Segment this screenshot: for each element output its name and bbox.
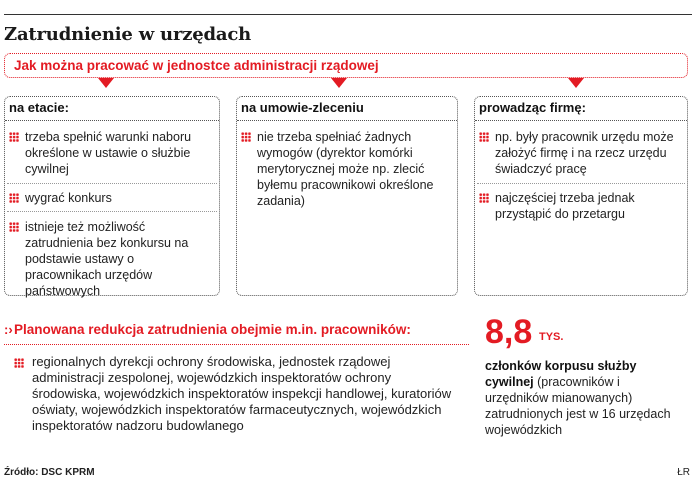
bullet-icon xyxy=(9,222,19,232)
infographic-title: Zatrudnienie w urzędach xyxy=(4,24,251,45)
author-initials: ŁR xyxy=(677,467,690,478)
bullet-icon xyxy=(14,358,24,368)
divider xyxy=(7,211,217,212)
reduction-list: regionalnych dyrekcji ochrony środowiska, jednostek rządowej administracji zespolonej, wojewódzkich inspektoratów ochrony środowiska, wojewódzkich inspektoratów inspekcji handlowej, kuratoriów oświaty, wojewódzkich inspektoratów farmaceutycznych, wojewódzkich inspektoratów nadzoru budowlanego xyxy=(32,354,452,433)
column-heading: prowadząc firmę: xyxy=(475,97,687,121)
column-etat: na etacie: trzeba spełnić warunki naboru określone w ustawie o służbie cywilnej wygrać konkurs istnieje też możliwość zatrudnienia bez konkursu na podstawie ustawy o pracownikach urzędów państwowych xyxy=(4,96,220,296)
source-note: Źródło: DSC KPRM xyxy=(4,467,95,478)
bullet-icon xyxy=(9,132,19,142)
bullet-icon xyxy=(9,193,19,203)
divider xyxy=(4,344,469,345)
down-arrow-icon xyxy=(98,78,114,88)
divider xyxy=(7,183,217,184)
chevron-right-icon: :› xyxy=(4,322,13,337)
bullet-icon xyxy=(241,132,251,142)
bullet-icon xyxy=(479,132,489,142)
stat-rest-text: (pracowników i urzędników mianowanych) zatrudnionych jest w 16 urzędach wojewódzkich xyxy=(485,375,671,437)
down-arrow-icon xyxy=(568,78,584,88)
reduction-title: Planowana redukcja zatrudnienia obejmie m.in. pracowników: xyxy=(14,322,411,337)
column-heading: na etacie: xyxy=(5,97,219,121)
column-heading: na umowie-zleceniu xyxy=(237,97,457,121)
down-arrow-icon xyxy=(331,78,347,88)
top-rule xyxy=(4,14,692,15)
stat-unit: TYS. xyxy=(539,331,564,343)
question-box xyxy=(4,53,688,78)
stat-bold-text: członków korpusu służby cywilnej xyxy=(485,359,637,389)
divider xyxy=(477,183,685,184)
question-text: Jak można pracować w jednostce administracji rządowej xyxy=(14,58,379,73)
bullet-icon xyxy=(479,193,489,203)
column-umowa-zlecenie: na umowie-zleceniu nie trzeba spełniać żadnych wymogów (dyrektor komórki merytorycznej może np. zlecić byłemu pracownikowi określone zadania) xyxy=(236,96,458,296)
stat-description xyxy=(485,358,685,438)
column-firma: prowadząc firmę: np. były pracownik urzędu może założyć firmę i na rzecz urzędu świadczyć pracę najczęściej trzeba jednak przystąpić do przetargu xyxy=(474,96,688,296)
stat-number: 8,8 xyxy=(485,313,533,351)
